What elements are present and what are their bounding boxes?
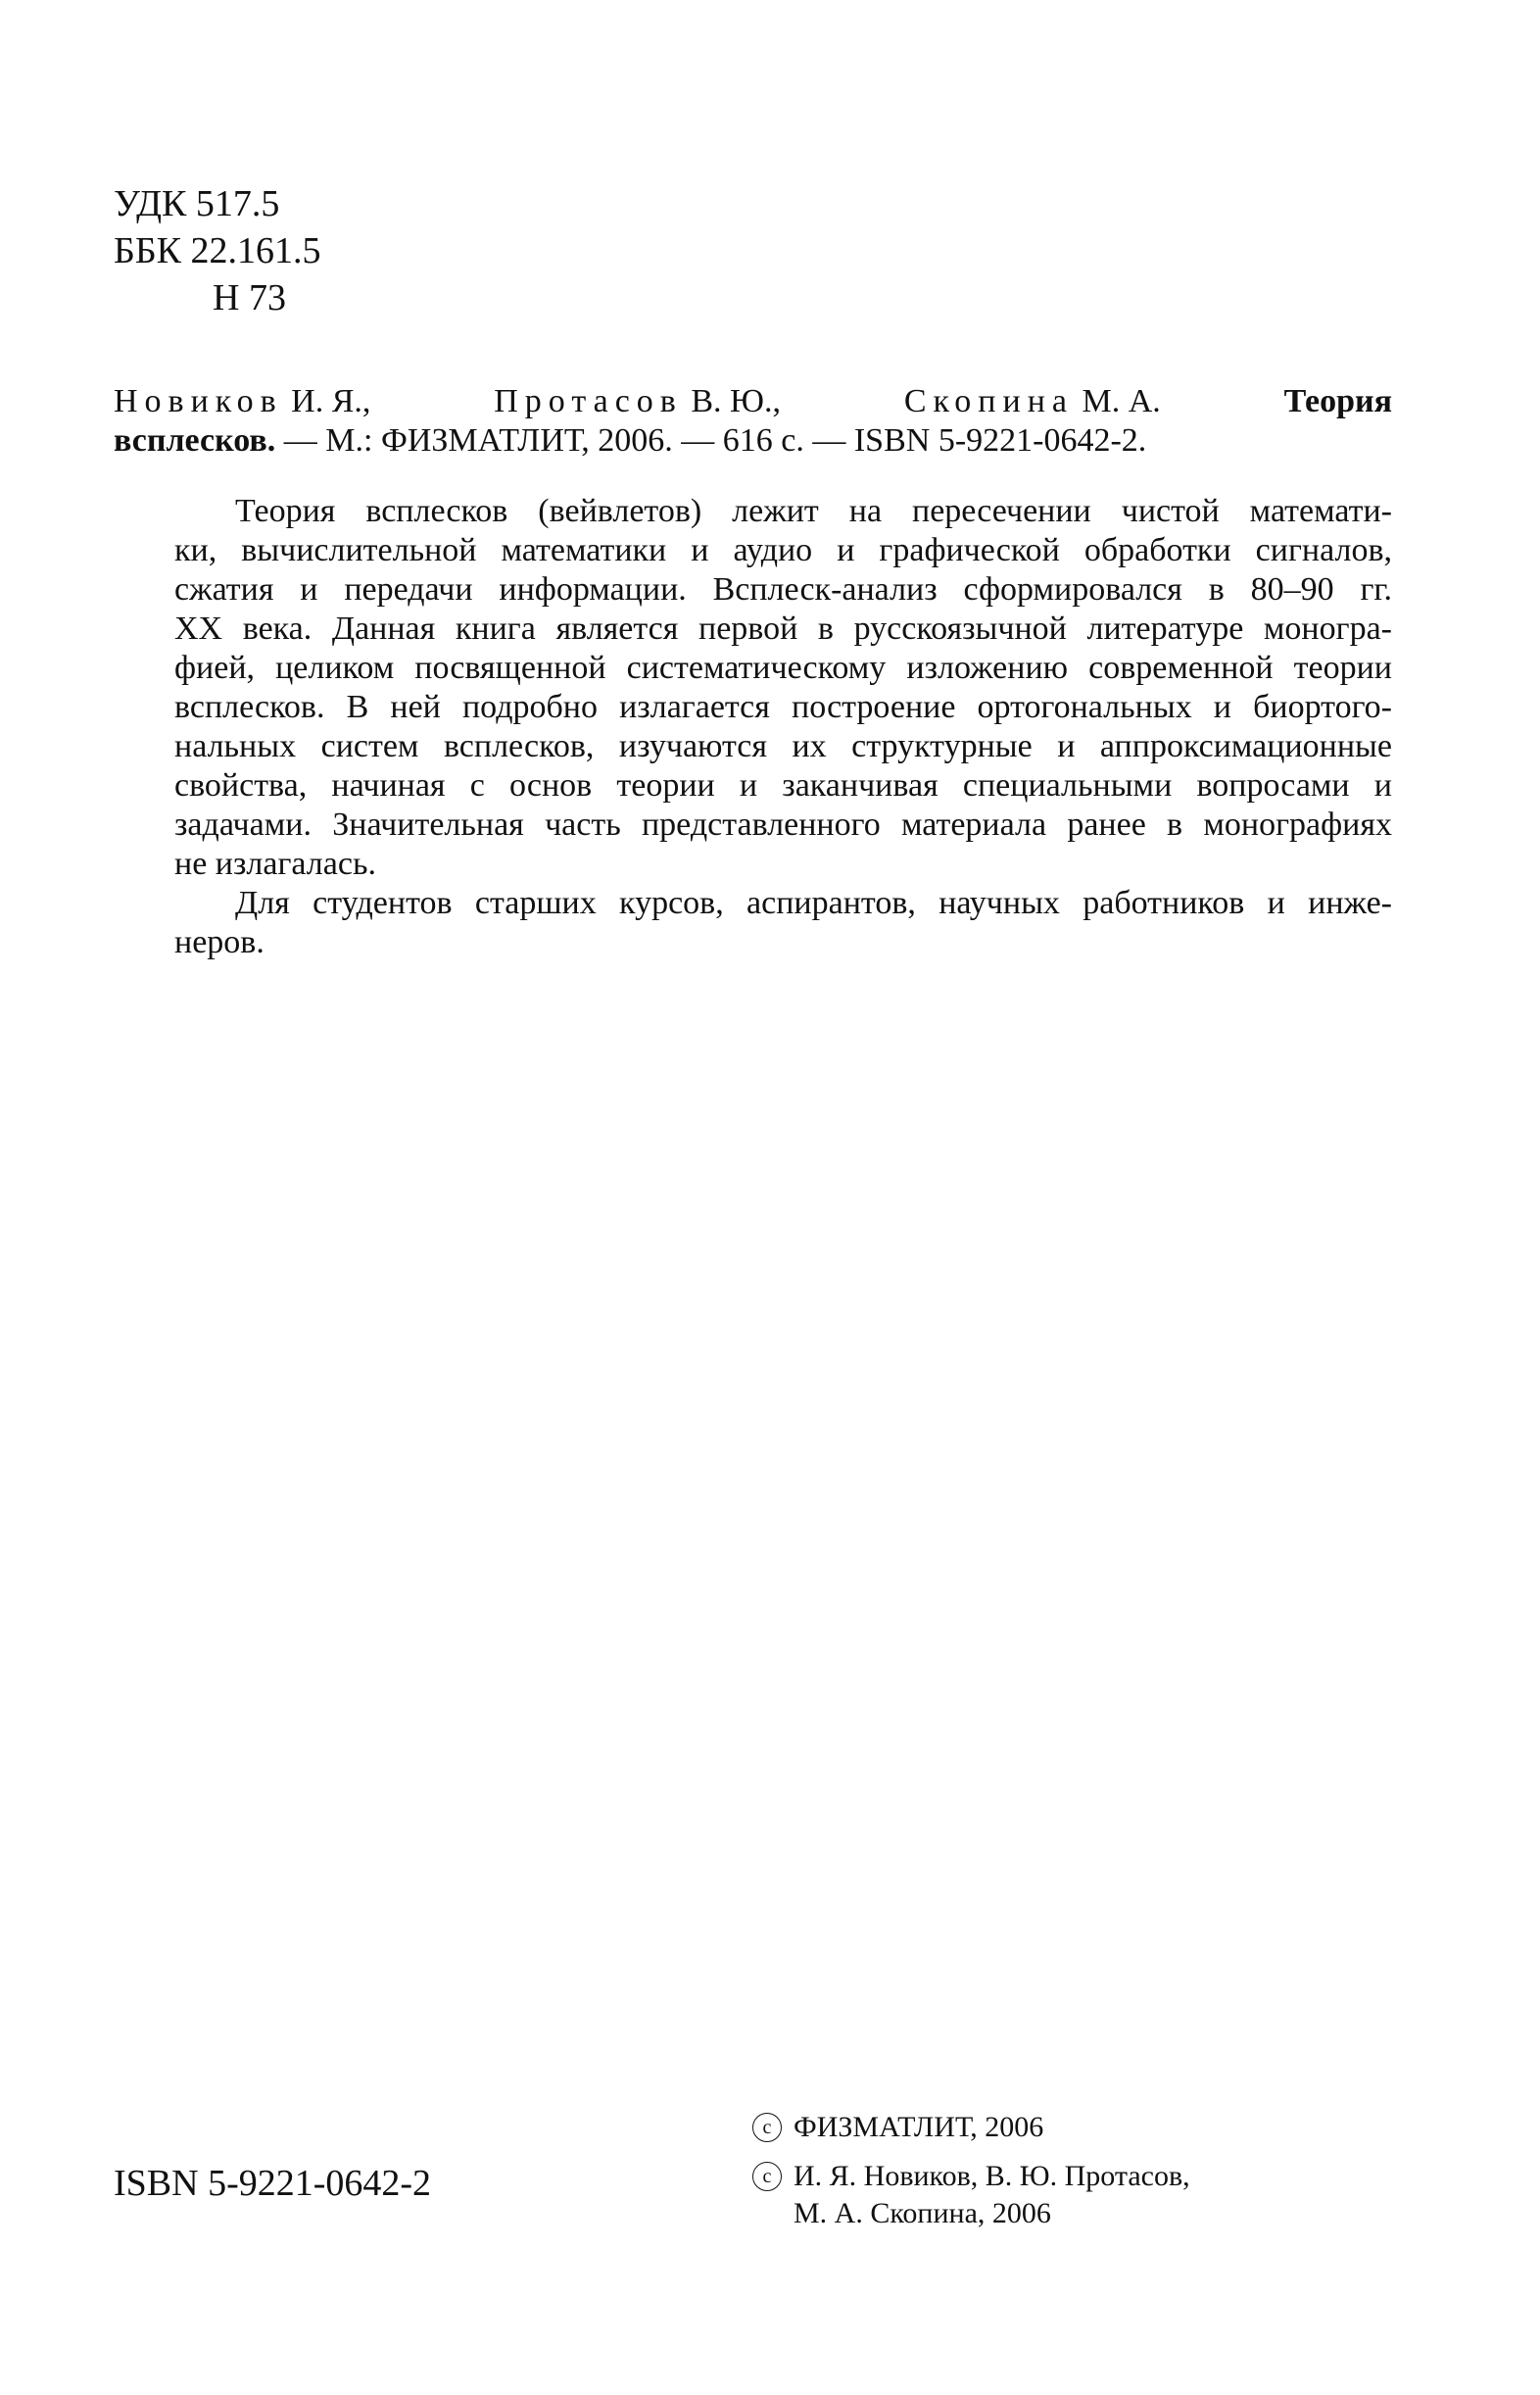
imprint: — М.: ФИЗМАТЛИТ, 2006. — 616 с. — ISBN 5-9221-0642-2. bbox=[275, 422, 1147, 459]
copyright-icon: c bbox=[752, 2162, 782, 2191]
abstract-paragraph-2 bbox=[114, 884, 1392, 962]
text-line: фией, целиком посвященной систематическому изложению современной теории bbox=[174, 650, 1392, 686]
text-line: неров. bbox=[174, 924, 265, 960]
classification-block bbox=[114, 180, 321, 321]
copyright-holder: ФИЗМАТЛИТ, 2006 bbox=[794, 2111, 1044, 2143]
text-line: не излагалась. bbox=[174, 846, 376, 882]
abstract-paragraph-1 bbox=[114, 492, 1392, 884]
copyright-block bbox=[752, 2109, 1190, 2244]
copyright-entry-authors bbox=[752, 2158, 1190, 2232]
text-line: всплесков. В ней подробно излагается построение ортогональных и биортого- bbox=[174, 689, 1392, 725]
text-line: сжатия и передачи информации. Всплеск-анализ сформировался в 80–90 гг. bbox=[174, 571, 1392, 608]
author-1: Новиков И. Я., bbox=[114, 383, 371, 419]
copyright-entry-publisher bbox=[752, 2109, 1190, 2146]
copyright-authors-line-2: М. А. Скопина, 2006 bbox=[794, 2197, 1051, 2229]
biblio-line-2 bbox=[114, 421, 1392, 461]
isbn-number: ISBN 5-9221-0642-2 bbox=[114, 2163, 432, 2204]
book-title-part-2: всплесков. bbox=[114, 422, 276, 459]
author-3: Скопина М. А. bbox=[903, 383, 1161, 419]
bibliographic-record bbox=[114, 382, 1392, 461]
text-line: задачами. Значительная часть представленного материала ранее в монографиях bbox=[174, 806, 1392, 843]
text-line: Теория всплесков (вейвлетов) лежит на пересечении чистой математи- bbox=[235, 493, 1392, 529]
copyright-icon: c bbox=[752, 2113, 782, 2142]
text-line: свойства, начиная с основ теории и заканчивая специальными вопросами и bbox=[174, 767, 1392, 804]
author-mark: Н 73 bbox=[213, 277, 286, 318]
author-2: Протасов В. Ю., bbox=[494, 383, 781, 419]
copyright-authors-line-1: И. Я. Новиков, В. Ю. Протасов, bbox=[794, 2160, 1190, 2192]
book-title-part-1: Теория bbox=[1283, 383, 1392, 419]
bbk-code: ББК 22.161.5 bbox=[114, 230, 321, 271]
udk-code: УДК 517.5 bbox=[114, 183, 280, 224]
text-line: Для студентов старших курсов, аспирантов, научных работников и инже- bbox=[235, 885, 1392, 921]
copyright-holder bbox=[794, 2158, 1190, 2232]
abstract bbox=[114, 492, 1392, 962]
text-line: нальных систем всплесков, изучаются их структурные и аппроксимационные bbox=[174, 728, 1392, 764]
biblio-line-1 bbox=[114, 382, 1392, 421]
text-line: XX века. Данная книга является первой в русскоязычной литературе моногра- bbox=[174, 611, 1392, 647]
text-line: ки, вычислительной математики и аудио и графической обработки сигналов, bbox=[174, 532, 1392, 568]
